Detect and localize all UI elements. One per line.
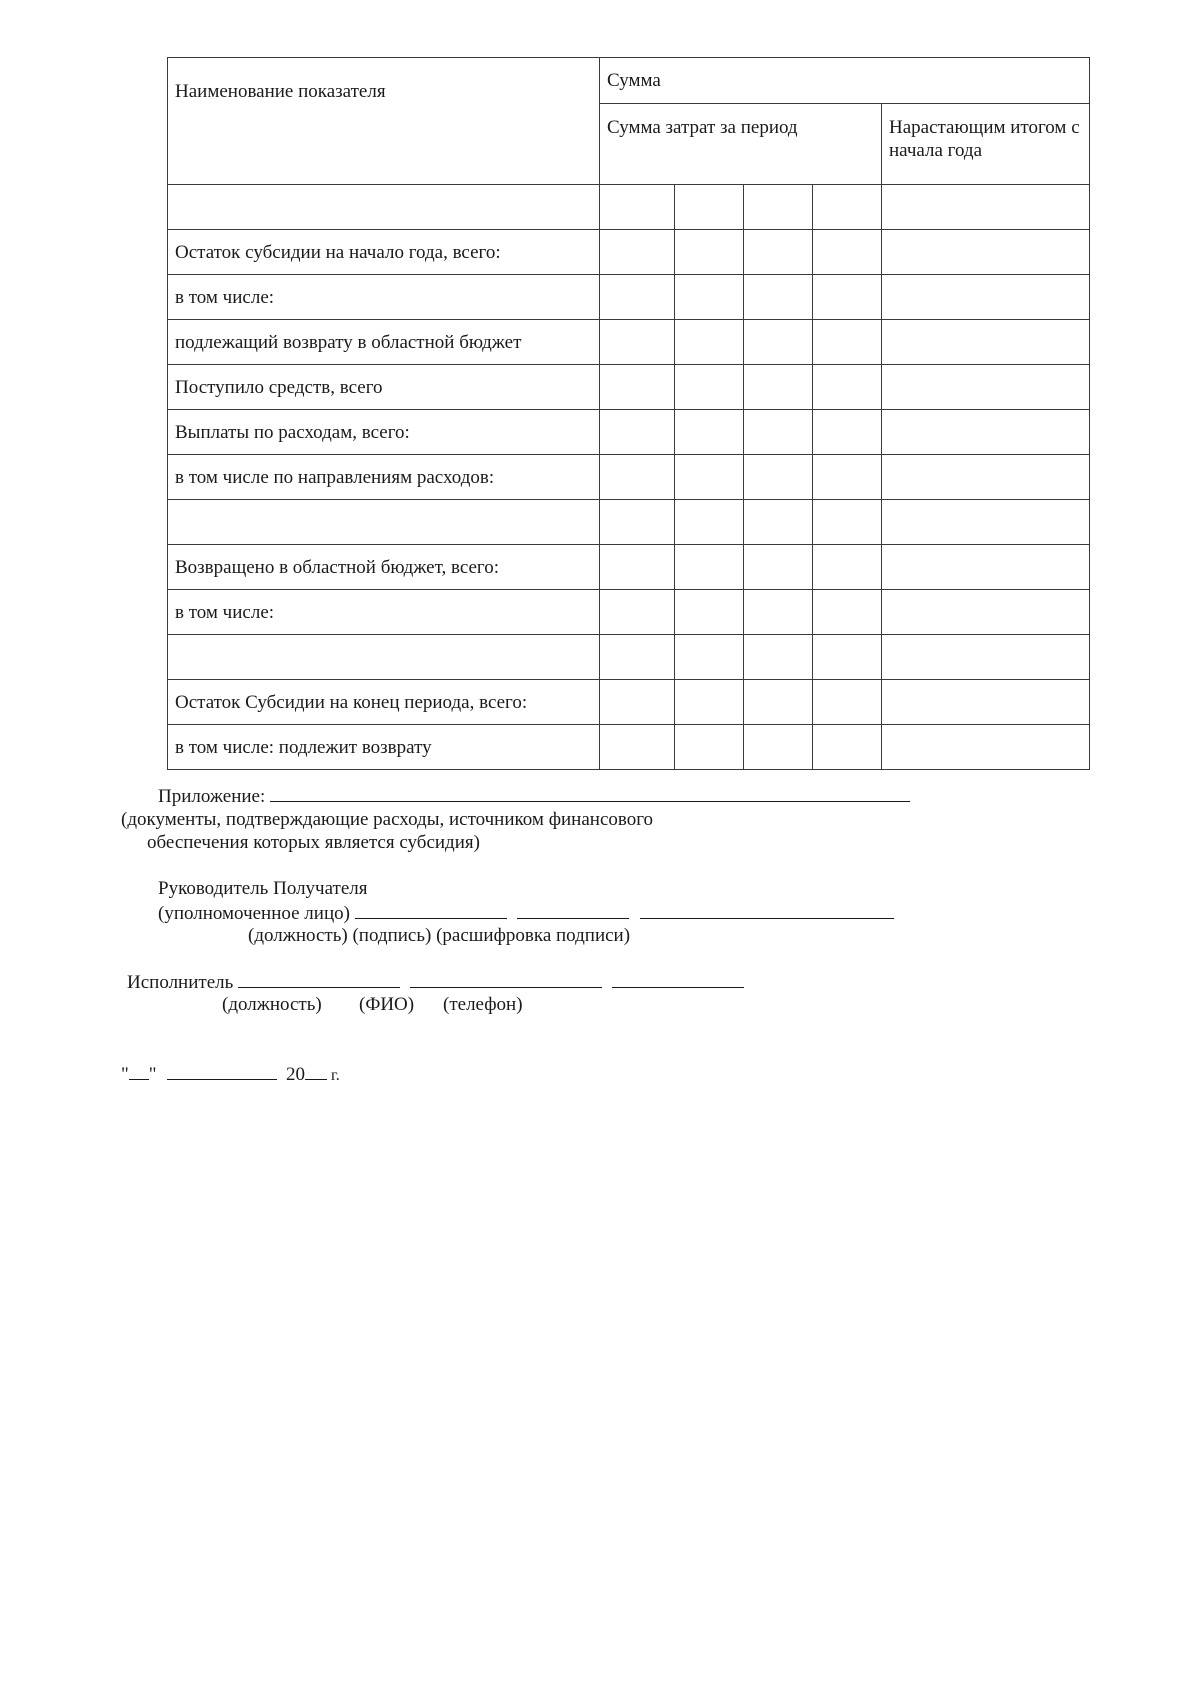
- header-indicator-name: Наименование показателя: [168, 58, 600, 185]
- period-amount-cell[interactable]: [600, 635, 675, 680]
- period-amount-cell[interactable]: [600, 275, 675, 320]
- date-month-blank[interactable]: [167, 1062, 277, 1080]
- executor-caption-fio: (ФИО): [359, 994, 415, 1015]
- subsidy-report-table: [167, 57, 1090, 770]
- row-indicator-name: Возвращено в областной бюджет, всего:: [168, 545, 600, 590]
- executor-fio-blank[interactable]: [410, 970, 602, 988]
- date-year-blank[interactable]: [305, 1062, 327, 1080]
- period-amount-cell[interactable]: [675, 725, 744, 770]
- ytd-amount-cell[interactable]: [882, 455, 1090, 500]
- table-row: [168, 230, 1090, 275]
- row-indicator-name: в том числе: подлежит возврату: [168, 725, 600, 770]
- head-position-blank[interactable]: [355, 901, 507, 919]
- table-row: [168, 455, 1090, 500]
- date-line: [121, 1062, 340, 1087]
- row-indicator-name: Остаток субсидии на начало года, всего:: [168, 230, 600, 275]
- table-body: [168, 185, 1090, 770]
- period-amount-cell[interactable]: [744, 500, 813, 545]
- period-amount-cell[interactable]: [675, 410, 744, 455]
- attachment-line: [158, 784, 910, 808]
- period-amount-cell[interactable]: [813, 500, 882, 545]
- period-amount-cell[interactable]: [744, 545, 813, 590]
- table-row: [168, 320, 1090, 365]
- period-amount-cell[interactable]: [675, 680, 744, 725]
- row-indicator-name: [168, 635, 600, 680]
- period-amount-cell[interactable]: [744, 230, 813, 275]
- row-indicator-name: Остаток Субсидии на конец периода, всего:: [168, 680, 600, 725]
- period-amount-cell[interactable]: [813, 635, 882, 680]
- ytd-amount-cell[interactable]: [882, 230, 1090, 275]
- attachment-note-2: обеспечения которых является субсидия): [147, 832, 480, 853]
- period-amount-cell[interactable]: [600, 545, 675, 590]
- period-amount-cell[interactable]: [675, 320, 744, 365]
- head-title: Руководитель Получателя: [158, 878, 368, 899]
- period-amount-cell[interactable]: [744, 275, 813, 320]
- ytd-amount-cell[interactable]: [882, 275, 1090, 320]
- period-amount-cell[interactable]: [813, 590, 882, 635]
- date-open-quote: ": [121, 1064, 129, 1085]
- ytd-amount-cell[interactable]: [882, 590, 1090, 635]
- date-suffix: г.: [327, 1067, 340, 1084]
- ytd-amount-cell[interactable]: [882, 725, 1090, 770]
- period-amount-cell[interactable]: [744, 320, 813, 365]
- table-row: [168, 545, 1090, 590]
- period-amount-cell[interactable]: [813, 365, 882, 410]
- period-amount-cell[interactable]: [675, 545, 744, 590]
- executor-caption-phone: (телефон): [443, 994, 523, 1015]
- head-signature-line: [158, 901, 894, 925]
- head-name-blank[interactable]: [640, 901, 894, 919]
- period-amount-cell[interactable]: [813, 185, 882, 230]
- row-indicator-name: [168, 500, 600, 545]
- date-year-prefix: 20: [286, 1064, 306, 1085]
- executor-position-blank[interactable]: [238, 970, 400, 988]
- table-row: [168, 680, 1090, 725]
- period-amount-cell[interactable]: [813, 275, 882, 320]
- row-indicator-name: в том числе:: [168, 275, 600, 320]
- ytd-amount-cell[interactable]: [882, 410, 1090, 455]
- period-amount-cell[interactable]: [813, 455, 882, 500]
- ytd-amount-cell[interactable]: [882, 680, 1090, 725]
- ytd-amount-cell[interactable]: [882, 635, 1090, 680]
- head-signature-blank[interactable]: [517, 901, 629, 919]
- period-amount-cell[interactable]: [675, 275, 744, 320]
- attachment-blank[interactable]: [270, 784, 910, 802]
- attachment-label: Приложение:: [158, 786, 266, 807]
- table-row: [168, 365, 1090, 410]
- period-amount-cell[interactable]: [813, 230, 882, 275]
- row-indicator-name: Выплаты по расходам, всего:: [168, 410, 600, 455]
- executor-line: [127, 970, 744, 994]
- period-amount-cell[interactable]: [600, 230, 675, 275]
- period-amount-cell[interactable]: [813, 725, 882, 770]
- period-amount-cell[interactable]: [675, 185, 744, 230]
- table-row: [168, 725, 1090, 770]
- period-amount-cell[interactable]: [600, 680, 675, 725]
- period-amount-cell[interactable]: [744, 590, 813, 635]
- table-row: [168, 590, 1090, 635]
- table-row: [168, 410, 1090, 455]
- period-amount-cell[interactable]: [600, 185, 675, 230]
- period-amount-cell[interactable]: [744, 725, 813, 770]
- period-amount-cell[interactable]: [675, 590, 744, 635]
- ytd-amount-cell[interactable]: [882, 545, 1090, 590]
- executor-label: Исполнитель: [127, 972, 234, 993]
- date-day-blank[interactable]: [129, 1062, 149, 1080]
- period-amount-cell[interactable]: [744, 635, 813, 680]
- date-close-quote: ": [148, 1064, 157, 1085]
- row-indicator-name: в том числе по направлениям расходов:: [168, 455, 600, 500]
- period-amount-cell[interactable]: [600, 365, 675, 410]
- executor-phone-blank[interactable]: [612, 970, 744, 988]
- ytd-amount-cell[interactable]: [882, 185, 1090, 230]
- period-amount-cell[interactable]: [600, 500, 675, 545]
- period-amount-cell[interactable]: [813, 545, 882, 590]
- ytd-amount-cell[interactable]: [882, 320, 1090, 365]
- attachment-note-1: (документы, подтверждающие расходы, источником финансового: [121, 809, 654, 830]
- period-amount-cell[interactable]: [600, 590, 675, 635]
- row-indicator-name: в том числе:: [168, 590, 600, 635]
- period-amount-cell[interactable]: [813, 410, 882, 455]
- period-amount-cell[interactable]: [744, 185, 813, 230]
- period-amount-cell[interactable]: [675, 455, 744, 500]
- period-amount-cell[interactable]: [744, 365, 813, 410]
- executor-caption-position: (должность): [222, 994, 322, 1015]
- period-amount-cell[interactable]: [600, 725, 675, 770]
- header-sum: Сумма: [600, 58, 1090, 104]
- ytd-amount-cell[interactable]: [882, 365, 1090, 410]
- period-amount-cell[interactable]: [600, 455, 675, 500]
- period-amount-cell[interactable]: [600, 410, 675, 455]
- header-ytd: Нарастающим итогом с начала года: [882, 104, 1090, 185]
- head-authorized-label: (уполномоченное лицо): [158, 903, 350, 924]
- table-row: [168, 635, 1090, 680]
- row-indicator-name: подлежащий возврату в областной бюджет: [168, 320, 600, 365]
- period-amount-cell[interactable]: [744, 455, 813, 500]
- period-amount-cell[interactable]: [600, 320, 675, 365]
- ytd-amount-cell[interactable]: [882, 500, 1090, 545]
- row-indicator-name: Поступило средств, всего: [168, 365, 600, 410]
- row-indicator-name: [168, 185, 600, 230]
- period-amount-cell[interactable]: [675, 365, 744, 410]
- period-amount-cell[interactable]: [675, 635, 744, 680]
- period-amount-cell[interactable]: [744, 680, 813, 725]
- table-row: [168, 185, 1090, 230]
- table-row: [168, 500, 1090, 545]
- head-captions: (должность) (подпись) (расшифровка подписи): [248, 925, 631, 946]
- period-amount-cell[interactable]: [813, 320, 882, 365]
- table-row: [168, 275, 1090, 320]
- period-amount-cell[interactable]: [744, 410, 813, 455]
- period-amount-cell[interactable]: [813, 680, 882, 725]
- period-amount-cell[interactable]: [675, 230, 744, 275]
- period-amount-cell[interactable]: [675, 500, 744, 545]
- header-period-costs: Сумма затрат за период: [600, 104, 882, 185]
